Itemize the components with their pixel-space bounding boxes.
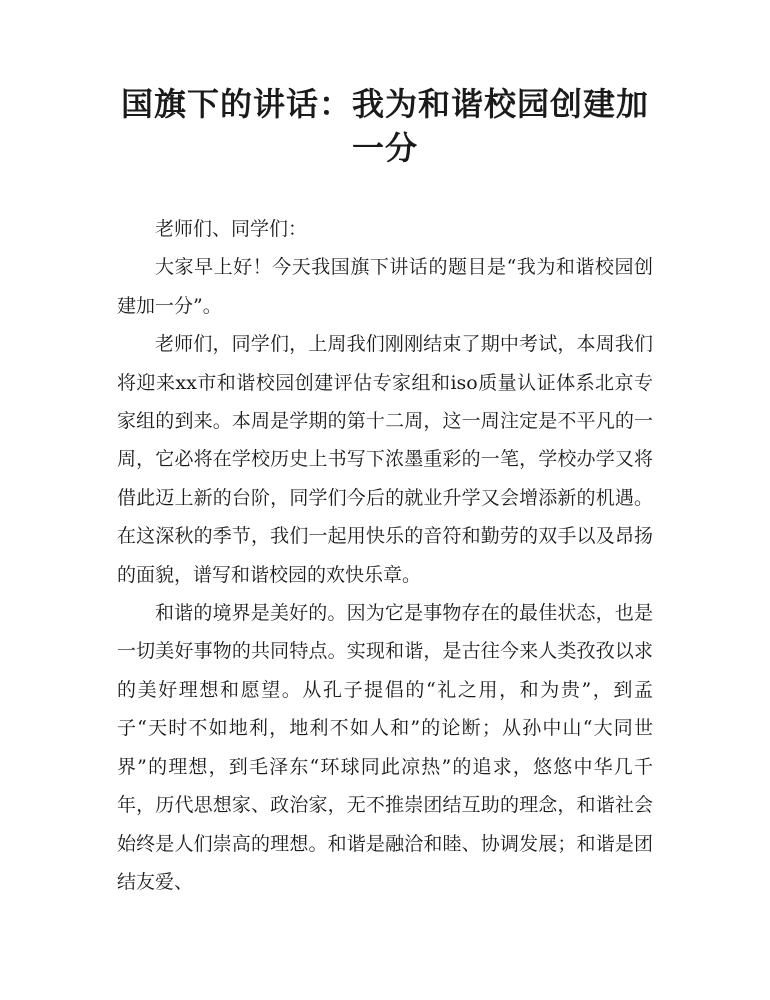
paragraph-greeting: 老师们、同学们： (155, 218, 308, 240)
paragraph-context: 老师们，同学们，上周我们刚刚结束了期中考试，本周我们将迎来xx市和谐校园创建评估专家组和iso质量认证体系北京专家组的到来。本周是学期的第十二周，这一周注定是不平凡的一周，它必将在学校历史上书写下浓墨重彩的一笔，学校办学又将借此迈上新的台阶，同学们今后的就业升学又会增添新的机遇。在这深秋的季节，我们一起用快乐的音符和勤劳的双手以及昂扬的面貌，谱写和谐校园的欢快乐章。 (117, 333, 653, 586)
paragraph-harmony: 和谐的境界是美好的。因为它是事物存在的最佳状态，也是一切美好事物的共同特点。实现和谐，是古往今来人类孜孜以求的美好理想和愿望。从孔子提倡的“礼之用，和为贵”，到孟子“天时不如地利，地利不如人和”的论断；从孙中山“大同世界”的理想，到毛泽东“环球同此凉热”的追求，悠悠中华几千年，历代思想家、政治家，无不推崇团结互助的理念，和谐社会始终是人们崇高的理想。和谐是融洽和睦、协调发展；和谐是团结友爱、 (117, 602, 653, 893)
document-body (117, 210, 653, 901)
paragraph-topic: 大家早上好！今天我国旗下讲话的题目是“我为和谐校园创建加一分”。 (117, 256, 653, 317)
document-title: 国旗下的讲话：我为和谐校园创建加一分 (120, 85, 649, 167)
